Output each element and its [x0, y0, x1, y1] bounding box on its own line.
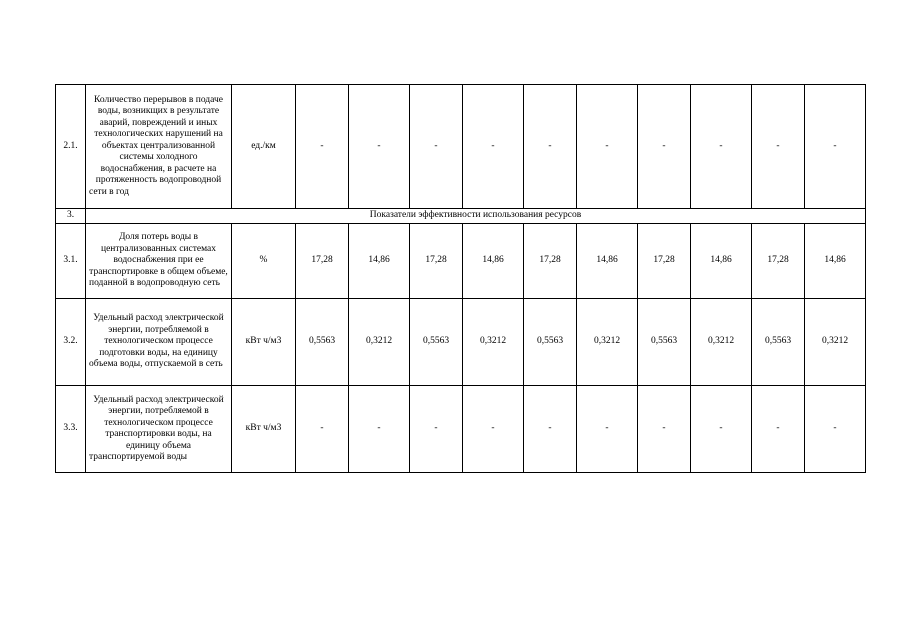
- value-cell: -: [410, 85, 463, 209]
- value-cell: 17,28: [752, 224, 805, 299]
- value-cell: -: [410, 386, 463, 473]
- value-cell: -: [691, 85, 752, 209]
- table-row: [56, 299, 866, 386]
- value-cell: 14,86: [349, 224, 410, 299]
- table-row: [56, 224, 866, 299]
- row-number: 3.3.: [56, 386, 86, 473]
- value-cell: 0,5563: [296, 299, 349, 386]
- value-cell: 0,3212: [691, 299, 752, 386]
- value-cell: -: [463, 386, 524, 473]
- value-cell: -: [691, 386, 752, 473]
- row-number: 3.1.: [56, 224, 86, 299]
- value-cell: -: [638, 386, 691, 473]
- indicator-description: Удельный расход электрической энергии, потребляемой в технологическом процессе подготовки воды, на единицу объема воды, отпускаемой в сеть: [86, 299, 232, 386]
- section-title: Показатели эффективности использования ресурсов: [86, 209, 866, 224]
- indicator-description: Доля потерь воды в централизованных системах водоснабжения при ее транспортировке в общем объеме, поданной в водопроводную сеть: [86, 224, 232, 299]
- section-number: 3.: [56, 209, 86, 224]
- value-cell: 17,28: [524, 224, 577, 299]
- value-cell: 17,28: [410, 224, 463, 299]
- value-cell: 17,28: [638, 224, 691, 299]
- value-cell: -: [296, 386, 349, 473]
- value-cell: -: [349, 386, 410, 473]
- value-cell: -: [296, 85, 349, 209]
- unit-cell: кВт ч/м3: [232, 299, 296, 386]
- value-cell: 0,3212: [805, 299, 866, 386]
- section-header-row: [56, 209, 866, 224]
- value-cell: 0,5563: [410, 299, 463, 386]
- indicator-description: Количество перерывов в подаче воды, возникщих в результате аварий, повреждений и иных технологических нарушений на объектах централизованной системы холодного водоснабжения, в расчете на протяженность водопроводной сети в год: [86, 85, 232, 209]
- indicators-table: [55, 84, 866, 473]
- value-cell: -: [349, 85, 410, 209]
- value-cell: 14,86: [691, 224, 752, 299]
- row-number: 3.2.: [56, 299, 86, 386]
- unit-cell: ед./км: [232, 85, 296, 209]
- value-cell: 14,86: [577, 224, 638, 299]
- value-cell: -: [805, 386, 866, 473]
- value-cell: 14,86: [463, 224, 524, 299]
- value-cell: -: [463, 85, 524, 209]
- value-cell: 14,86: [805, 224, 866, 299]
- unit-cell: кВт ч/м3: [232, 386, 296, 473]
- value-cell: 0,3212: [463, 299, 524, 386]
- indicator-description: Удельный расход электрической энергии, потребляемой в технологическом процессе транспортировки воды, на единицу объема транспортируемой воды: [86, 386, 232, 473]
- value-cell: -: [805, 85, 866, 209]
- value-cell: 0,3212: [349, 299, 410, 386]
- value-cell: -: [752, 386, 805, 473]
- unit-cell: %: [232, 224, 296, 299]
- table-row: [56, 386, 866, 473]
- value-cell: -: [638, 85, 691, 209]
- row-number: 2.1.: [56, 85, 86, 209]
- value-cell: 0,3212: [577, 299, 638, 386]
- value-cell: 0,5563: [752, 299, 805, 386]
- value-cell: -: [577, 85, 638, 209]
- value-cell: -: [577, 386, 638, 473]
- value-cell: -: [524, 386, 577, 473]
- table-row: [56, 85, 866, 209]
- value-cell: -: [752, 85, 805, 209]
- value-cell: 0,5563: [524, 299, 577, 386]
- value-cell: -: [524, 85, 577, 209]
- value-cell: 0,5563: [638, 299, 691, 386]
- value-cell: 17,28: [296, 224, 349, 299]
